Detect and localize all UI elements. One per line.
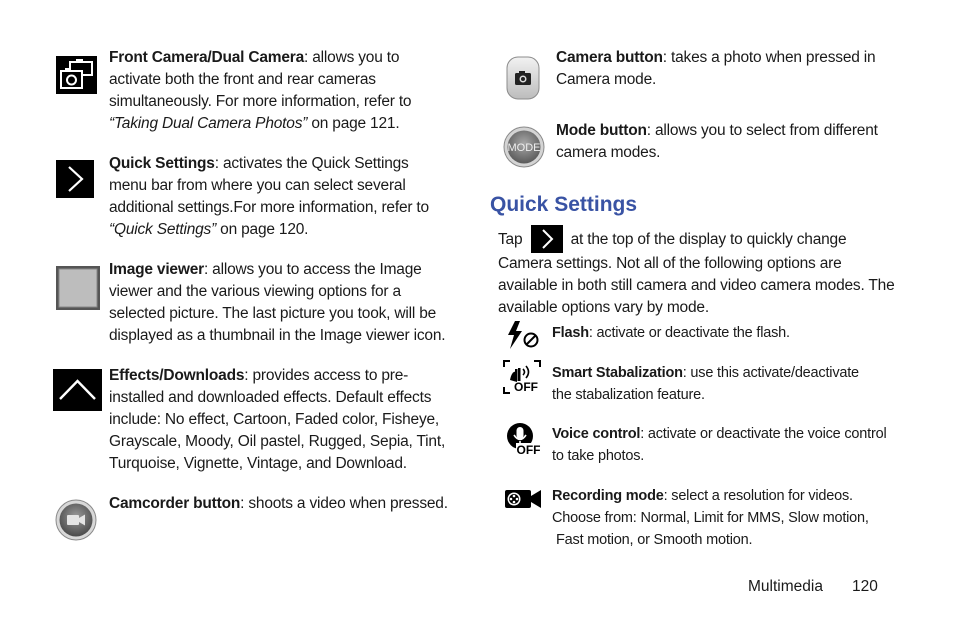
inline-chevron-icon [531, 225, 563, 253]
recording-mode-icon [503, 487, 543, 516]
image-viewer-term: Image viewer [109, 261, 204, 278]
stab-icon-label: OFF [514, 380, 538, 394]
voice-control-term: Voice control [552, 426, 641, 442]
intro-tap: Tap [498, 231, 523, 248]
smart-stab-term: Smart Stabalization [552, 365, 683, 381]
intro-rest: at the top of the display to quickly change Camera settings. Not all of the following options are available in both still camera and video camera modes. The available options vary by mode. [498, 231, 895, 316]
mode-button-icon [503, 126, 545, 173]
camera-button-desc: Camera button: takes a photo when pressed in Camera mode. [556, 49, 876, 88]
footer-section: Multimedia [748, 578, 823, 595]
voice-control-off-icon [505, 422, 541, 461]
flash-desc: Flash: activate or deactivate the flash. [552, 325, 790, 341]
camcorder-icon [55, 499, 97, 546]
chevron-right-icon [56, 160, 94, 203]
dual-camera-icon [56, 56, 97, 99]
front-camera-term: Front Camera/Dual Camera [109, 49, 305, 66]
voice-control-desc: Voice control: activate or deactivate the voice control to take photos. [552, 426, 887, 464]
flash-off-icon [505, 320, 541, 355]
quick-settings-intro [498, 225, 898, 319]
front-camera-desc: Front Camera/Dual Camera: allows you to activate both the front and rear cameras simultaneously. For more information, refer to “Taking Dual Camera Photos” on page 121. [109, 49, 412, 132]
camcorder-term: Camcorder button [109, 495, 241, 512]
effects-term: Effects/Downloads [109, 367, 245, 384]
section-heading: Quick Settings [490, 193, 638, 216]
voice-icon-label: OFF [516, 443, 541, 456]
quick-settings-ref: “Quick Settings” [109, 221, 217, 238]
smart-stabilization-icon [503, 360, 541, 399]
chevron-up-icon [53, 369, 102, 416]
image-viewer-icon [56, 266, 100, 315]
smart-stab-desc: Smart Stabalization: use this activate/deactivate the stabalization feature. [552, 365, 859, 403]
camera-button-term: Camera button [556, 49, 663, 66]
image-viewer-desc: Image viewer: allows you to access the Image viewer and the various viewing options for a selected picture. The last picture you took, will be displayed as a thumbnail in the Image viewer icon. [109, 261, 446, 344]
camera-button-icon [506, 56, 540, 105]
mode-button-term: Mode button [556, 122, 647, 139]
front-camera-ref: “Taking Dual Camera Photos” [109, 115, 308, 132]
effects-desc: Effects/Downloads: provides access to pre-installed and downloaded effects. Default effects include: No effect, Cartoon, Faded color, Fisheye, Grayscale, Moody, Oil pastel, Rugged, Sepia, Tint, Turquoise, Vignette, Vintage, and Download. [109, 367, 446, 472]
recording-mode-term: Recording mode [552, 488, 664, 504]
mode-icon-label: MODE [507, 142, 541, 154]
camcorder-desc: Camcorder button: shoots a video when pressed. [109, 495, 448, 512]
mode-button-desc: Mode button: allows you to select from different camera modes. [556, 122, 878, 161]
recording-mode-desc-line2: Fast motion, or Smooth motion. [556, 532, 753, 548]
flash-term: Flash [552, 325, 589, 341]
quick-settings-desc: Quick Settings: activates the Quick Settings menu bar from where you can select several additional settings.For more information, refer to “Quick Settings” on page 120. [109, 155, 429, 238]
quick-settings-term: Quick Settings [109, 155, 215, 172]
recording-mode-desc: Recording mode: select a resolution for videos. Choose from: Normal, Limit for MMS, Slow motion, [552, 488, 869, 526]
page-number: 120 [852, 578, 878, 595]
